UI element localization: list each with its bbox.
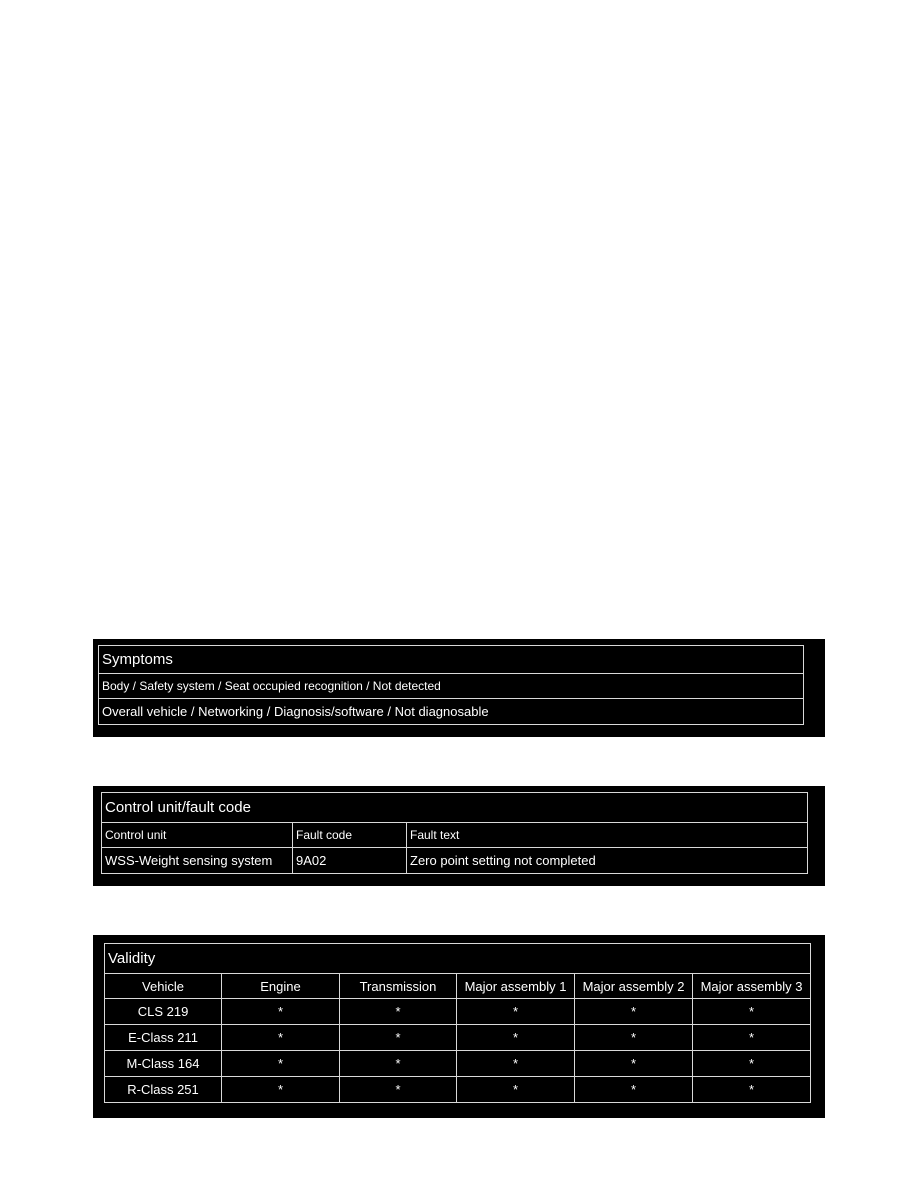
- major-assembly-1-cell: *: [457, 1077, 575, 1103]
- symptoms-panel: [93, 639, 825, 737]
- transmission-cell: *: [340, 1025, 457, 1051]
- validity-row: [105, 1051, 811, 1077]
- fault-text-value: Zero point setting not completed: [407, 848, 808, 874]
- symptoms-table: [98, 645, 804, 725]
- fault-code-value: 9A02: [293, 848, 407, 874]
- engine-cell: *: [222, 999, 340, 1025]
- major-assembly-1-cell: *: [457, 999, 575, 1025]
- transmission-cell: *: [340, 999, 457, 1025]
- fault-code-row: [102, 848, 808, 874]
- major-assembly-2-cell: *: [575, 1051, 693, 1077]
- vehicle-cell: M-Class 164: [105, 1051, 222, 1077]
- engine-cell: *: [222, 1051, 340, 1077]
- major-assembly-2-cell: *: [575, 1025, 693, 1051]
- validity-row: [105, 1025, 811, 1051]
- fault-code-title: Control unit/fault code: [102, 793, 808, 823]
- vehicle-cell: CLS 219: [105, 999, 222, 1025]
- major-assembly-1-cell: *: [457, 1025, 575, 1051]
- validity-row: [105, 1077, 811, 1103]
- column-header-control-unit: Control unit: [102, 823, 293, 848]
- vehicle-cell: E-Class 211: [105, 1025, 222, 1051]
- fault-code-header-row: [102, 823, 808, 848]
- column-header-major-assembly-3: Major assembly 3: [693, 974, 811, 999]
- major-assembly-3-cell: *: [693, 999, 811, 1025]
- validity-row: [105, 999, 811, 1025]
- major-assembly-2-cell: *: [575, 999, 693, 1025]
- fault-code-panel: [93, 786, 825, 886]
- column-header-major-assembly-1: Major assembly 1: [457, 974, 575, 999]
- column-header-vehicle: Vehicle: [105, 974, 222, 999]
- column-header-transmission: Transmission: [340, 974, 457, 999]
- symptom-row: [99, 674, 804, 699]
- validity-title: Validity: [105, 944, 811, 974]
- major-assembly-3-cell: *: [693, 1025, 811, 1051]
- engine-cell: *: [222, 1025, 340, 1051]
- transmission-cell: *: [340, 1077, 457, 1103]
- fault-code-table: [101, 792, 808, 874]
- column-header-fault-code: Fault code: [293, 823, 407, 848]
- validity-table: [104, 943, 811, 1103]
- major-assembly-3-cell: *: [693, 1077, 811, 1103]
- major-assembly-1-cell: *: [457, 1051, 575, 1077]
- engine-cell: *: [222, 1077, 340, 1103]
- transmission-cell: *: [340, 1051, 457, 1077]
- symptoms-title: Symptoms: [99, 646, 804, 674]
- symptom-text: Body / Safety system / Seat occupied recognition / Not detected: [99, 674, 804, 699]
- column-header-fault-text: Fault text: [407, 823, 808, 848]
- symptom-text: Overall vehicle / Networking / Diagnosis/software / Not diagnosable: [99, 699, 804, 725]
- major-assembly-2-cell: *: [575, 1077, 693, 1103]
- control-unit-value: WSS-Weight sensing system: [102, 848, 293, 874]
- column-header-major-assembly-2: Major assembly 2: [575, 974, 693, 999]
- validity-header-row: [105, 974, 811, 999]
- major-assembly-3-cell: *: [693, 1051, 811, 1077]
- validity-panel: [93, 935, 825, 1118]
- vehicle-cell: R-Class 251: [105, 1077, 222, 1103]
- symptom-row: [99, 699, 804, 725]
- column-header-engine: Engine: [222, 974, 340, 999]
